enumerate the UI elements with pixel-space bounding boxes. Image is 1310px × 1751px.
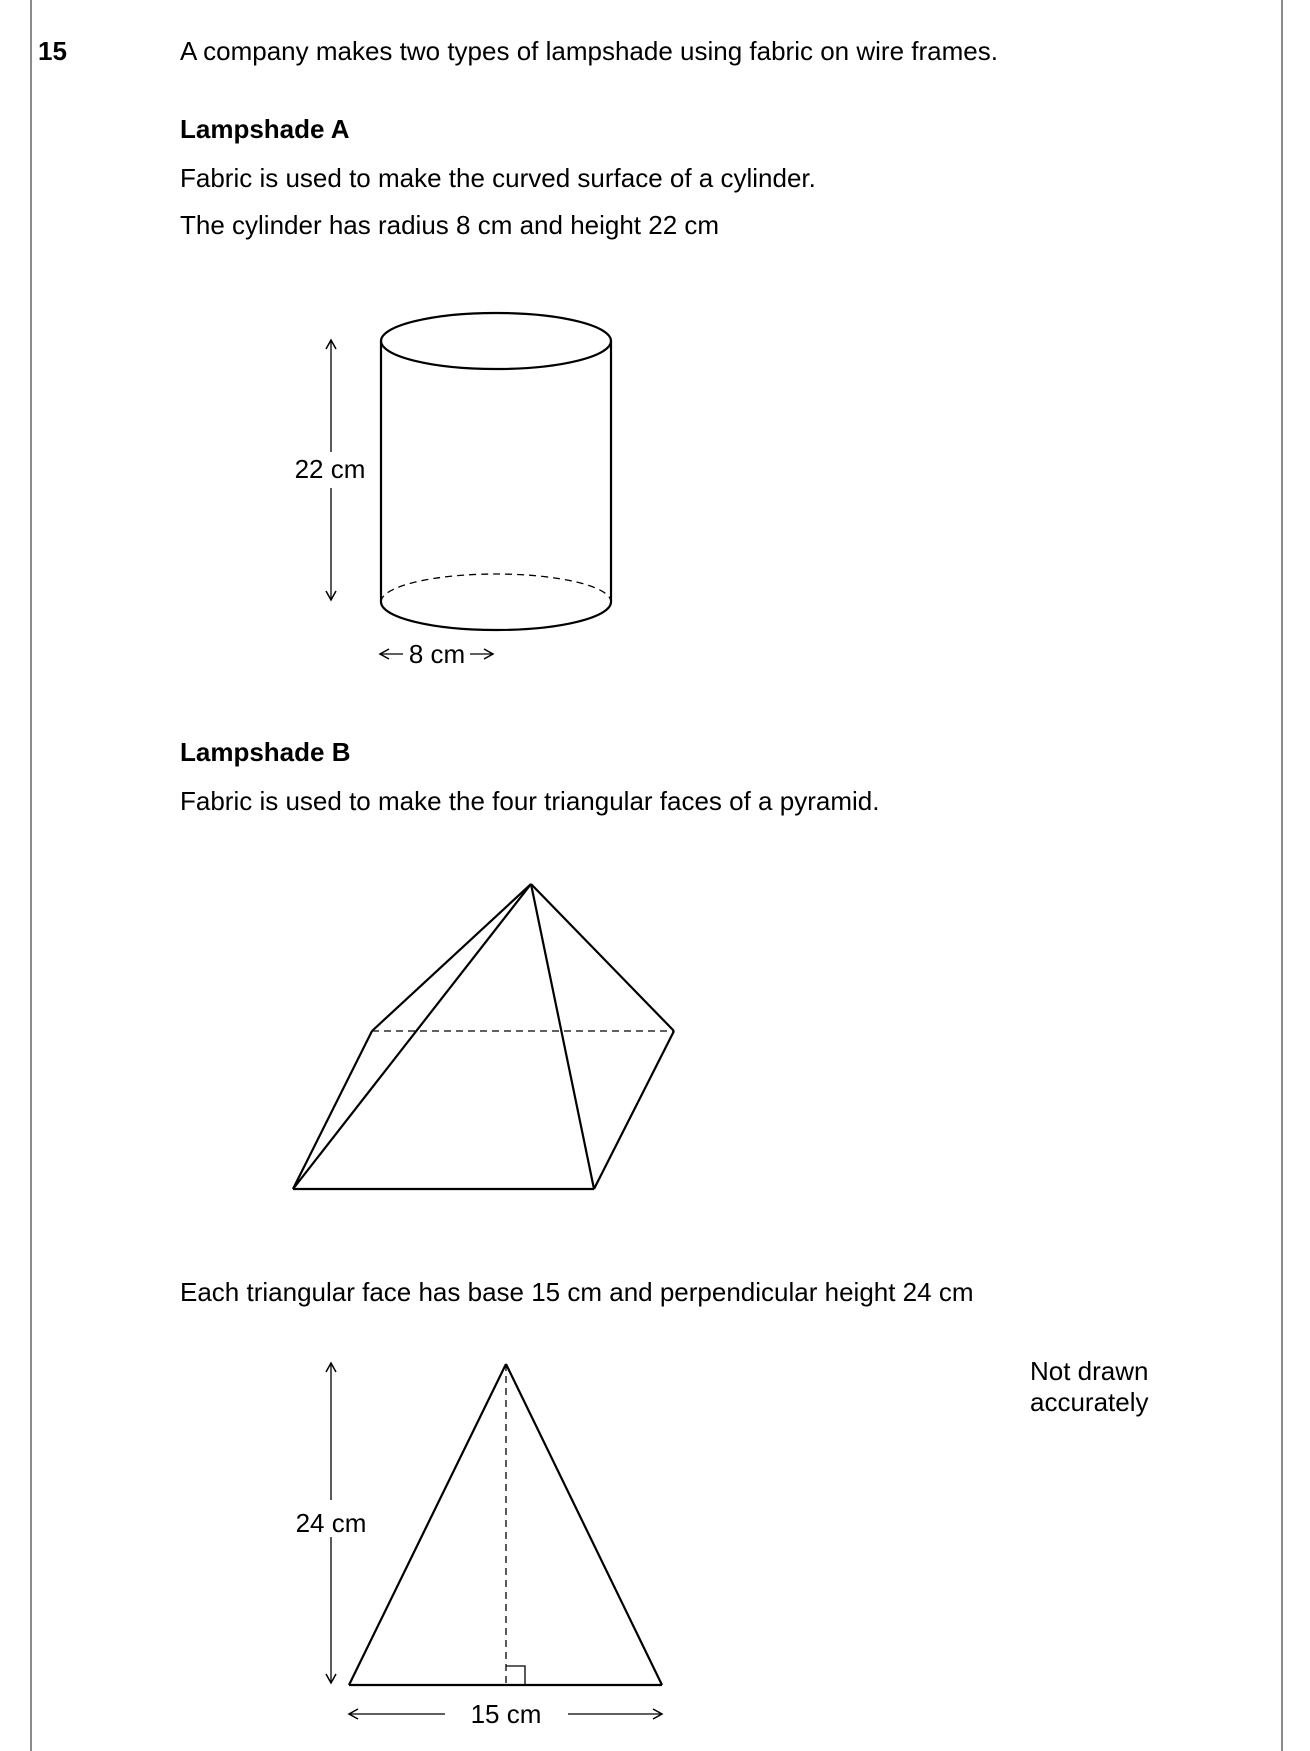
pyramid-edge-front-left xyxy=(293,884,531,1189)
pyramid-edge-back-left xyxy=(372,884,531,1031)
pyramid-diagram xyxy=(293,884,674,1189)
cylinder-bottom-back-dashed xyxy=(381,574,611,602)
lampshade-b-heading: Lampshade B xyxy=(180,737,351,767)
triangle-face-diagram xyxy=(349,1364,662,1685)
question-number: 15 xyxy=(38,36,67,66)
pyramid-edge-front-right xyxy=(531,884,594,1189)
lampshade-a-line2: The cylinder has radius 8 cm and height 22 cm xyxy=(180,210,720,240)
lampshade-a-line1: Fabric is used to make the curved surface of a cylinder. xyxy=(180,163,816,193)
pyramid-base-right xyxy=(594,1031,674,1189)
question-intro: A company makes two types of lampshade using fabric on wire frames. xyxy=(180,36,998,66)
triangle-height-label: 24 cm xyxy=(295,1508,367,1538)
lampshade-a-heading: Lampshade A xyxy=(180,114,350,144)
right-angle-marker xyxy=(506,1666,525,1685)
cylinder-top-ellipse xyxy=(381,313,611,369)
triangle-face-text: Each triangular face has base 15 cm and perpendicular height 24 cm xyxy=(180,1277,974,1307)
triangle-left-side xyxy=(349,1364,506,1685)
triangle-right-side xyxy=(506,1364,662,1685)
pyramid-edge-back-right xyxy=(531,884,674,1031)
cylinder-radius-label: 8 cm xyxy=(408,639,466,669)
cylinder-bottom-front xyxy=(381,602,611,630)
note-line1: Not drawn xyxy=(1030,1356,1149,1386)
lampshade-b-line1: Fabric is used to make the four triangular faces of a pyramid. xyxy=(180,786,880,816)
cylinder-height-label: 22 cm xyxy=(294,454,366,484)
pyramid-base-left xyxy=(293,1031,372,1189)
triangle-base-label: 15 cm xyxy=(470,1699,542,1729)
note-line2: accurately xyxy=(1030,1387,1149,1417)
cylinder-diagram xyxy=(381,313,611,630)
